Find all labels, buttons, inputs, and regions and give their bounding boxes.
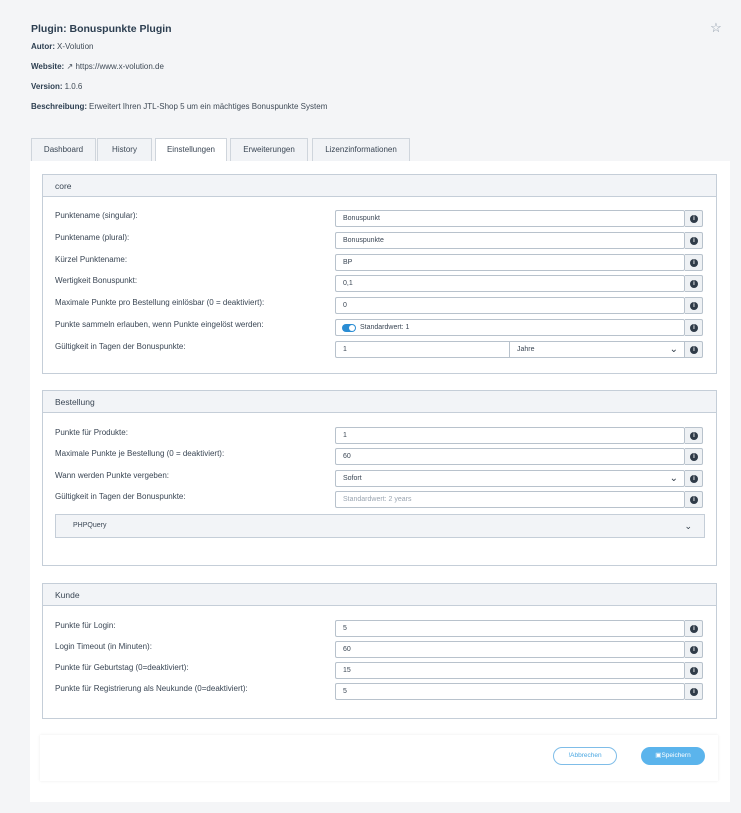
info-icon: i [690,688,698,696]
punkte-geburtstag-input[interactable]: 15 [335,662,685,679]
tab-history[interactable]: History [97,138,152,162]
version-value: 1.0.6 [64,82,83,91]
setting-row [55,297,705,314]
setting-label: Punktename (plural): [55,233,130,242]
info-icon: i [690,646,698,654]
kunde-card-title: Kunde [43,584,716,606]
punkte-produkte-input[interactable]: 1 [335,427,685,444]
exclamation-icon: ! [568,752,571,759]
max-punkte-bestellung-input[interactable]: 60 [335,448,685,465]
bestellung-card-title: Bestellung [43,391,716,413]
setting-row [55,641,705,658]
punkte-sammeln-toggle-field [335,319,685,336]
setting-row [55,275,705,292]
info-button[interactable] [685,232,703,249]
info-button[interactable] [685,448,703,465]
info-button[interactable] [685,427,703,444]
setting-label: Wertigkeit Bonuspunkt: [55,276,138,285]
vergabe-zeitpunkt-select[interactable] [335,470,685,487]
setting-row [55,448,705,465]
setting-row [55,254,705,271]
info-button[interactable] [685,641,703,658]
tab-einstellungen[interactable]: Einstellungen [155,138,227,163]
setting-label: Punkte sammeln erlauben, wenn Punkte eingelöst werden: [55,320,264,329]
info-icon: i [690,302,698,310]
phpquery-collapse[interactable] [55,514,705,538]
setting-label: Login Timeout (in Minuten): [55,642,152,651]
description-line [31,102,327,111]
info-button[interactable] [685,470,703,487]
setting-label: Punkte für Registrierung als Neukunde (0=deaktiviert): [55,684,248,693]
version-label: Version: [31,82,63,91]
max-punkte-input[interactable]: 0 [335,297,685,314]
toggle-default-text: Standardwert: 1 [360,324,410,331]
setting-row [55,232,705,249]
website-line [31,62,164,71]
setting-row [55,470,705,487]
setting-label: Maximale Punkte pro Bestellung einlösbar (0 = deaktiviert): [55,298,265,307]
chevron-down-icon: ⌄ [669,344,678,355]
info-icon: i [690,215,698,223]
setting-label: Punkte für Produkte: [55,428,128,437]
external-link-icon: ↗ [66,62,74,71]
cancel-button[interactable] [553,747,617,765]
info-icon: i [690,625,698,633]
login-timeout-input[interactable]: 60 [335,641,685,658]
setting-label: Punkte für Login: [55,621,116,630]
chevron-down-icon: ⌄ [684,521,692,531]
info-icon: i [690,324,698,332]
cancel-label: Abbrechen [570,752,602,759]
info-button[interactable] [685,297,703,314]
setting-label: Wann werden Punkte vergeben: [55,471,169,480]
form-footer [40,735,718,781]
info-icon: i [690,475,698,483]
setting-label: Punktename (singular): [55,211,138,220]
settings-panel [30,161,730,802]
info-button[interactable] [685,210,703,227]
punkte-login-input[interactable]: 5 [335,620,685,637]
info-button[interactable] [685,341,703,358]
setting-row [55,662,705,679]
chevron-down-icon: ⌄ [669,473,678,484]
gueltigkeit-bestellung-input[interactable]: Standardwert: 2 years [335,491,685,508]
info-icon: i [690,667,698,675]
setting-label: Kürzel Punktename: [55,255,128,264]
collapse-label: PHPQuery [73,522,107,529]
website-link[interactable]: https://www.x-volution.de [75,62,164,71]
info-icon: i [690,259,698,267]
punktename-plural-input[interactable]: Bonuspunkte [335,232,685,249]
setting-label: Maximale Punkte je Bestellung (0 = deaktiviert): [55,449,225,458]
wertigkeit-input[interactable]: 0,1 [335,275,685,292]
info-icon: i [690,453,698,461]
kuerzel-input[interactable]: BP [335,254,685,271]
tab-lizenzinformationen[interactable]: Lizenzinformationen [312,138,410,162]
core-card [42,174,717,374]
gueltigkeit-unit-select[interactable] [510,341,685,358]
info-button[interactable] [685,491,703,508]
toggle-switch[interactable] [342,324,356,332]
setting-row [55,683,705,700]
unit-selected-value: Jahre [517,346,535,353]
info-button[interactable] [685,319,703,336]
info-icon: i [690,346,698,354]
info-icon: i [690,496,698,504]
description-value: Erweitert Ihren JTL-Shop 5 um ein mächtiges Bonuspunkte System [89,102,328,111]
description-label: Beschreibung: [31,102,88,111]
setting-label: Gültigkeit in Tagen der Bonuspunkte: [55,492,186,501]
save-icon: ▣ [655,752,662,759]
punkte-registrierung-input[interactable]: 5 [335,683,685,700]
author-value: X-Volution [57,42,94,51]
info-button[interactable] [685,662,703,679]
version-line [31,82,82,91]
setting-row [55,620,705,637]
info-button[interactable] [685,620,703,637]
setting-row [55,341,705,358]
setting-label: Gültigkeit in Tagen der Bonuspunkte: [55,342,186,351]
info-button[interactable] [685,683,703,700]
setting-label: Punkte für Geburtstag (0=deaktiviert): [55,663,189,672]
core-card-title: core [43,175,716,197]
punktename-singular-input[interactable]: Bonuspunkt [335,210,685,227]
select-value: Sofort [343,475,362,482]
setting-row [55,491,705,508]
website-label: Website: [31,62,65,71]
save-label: Speichern [661,752,691,759]
page-title: Plugin: Bonuspunkte Plugin [31,23,172,35]
author-line [31,42,93,51]
save-button[interactable] [641,747,705,765]
info-icon: i [690,280,698,288]
gueltigkeit-value-input[interactable]: 1 [335,341,510,358]
kunde-card [42,583,717,719]
author-label: Autor: [31,42,55,51]
info-button[interactable] [685,275,703,292]
bestellung-card [42,390,717,566]
setting-row [55,427,705,444]
tab-erweiterungen[interactable]: Erweiterungen [230,138,308,162]
setting-row [55,210,705,227]
tab-dashboard[interactable]: Dashboard [31,138,96,162]
star-outline-icon[interactable]: ☆ [710,20,722,35]
info-button[interactable] [685,254,703,271]
info-icon: i [690,237,698,245]
setting-row [55,319,705,336]
info-icon: i [690,432,698,440]
